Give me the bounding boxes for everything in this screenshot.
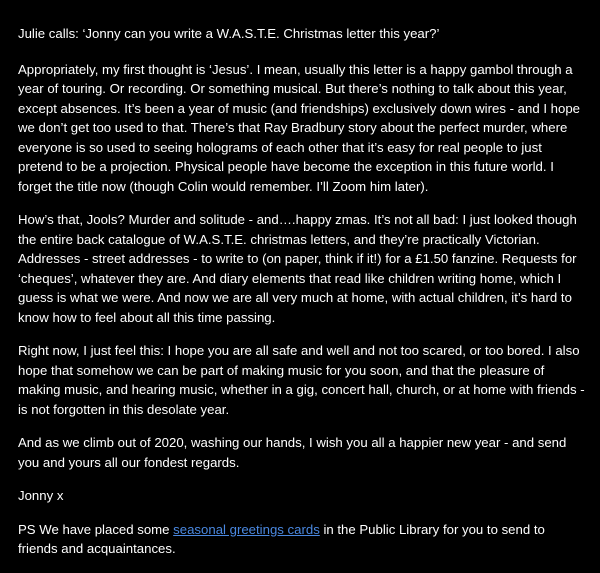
postscript-text-after: in the Public Library for you to send to friends and acquaintances. bbox=[18, 521, 545, 556]
seasonal-greetings-cards-link[interactable]: seasonal greetings cards bbox=[173, 521, 320, 537]
letter-postscript bbox=[18, 520, 586, 559]
letter-signoff: Jonny x bbox=[18, 488, 64, 503]
letter-paragraph-4: And as we climb out of 2020, washing our hands, I wish you all a happier new year - and send you and yours all our fondest regards. bbox=[18, 435, 567, 470]
christmas-letter bbox=[18, 24, 586, 573]
postscript-text-before: PS We have placed some bbox=[18, 521, 174, 537]
letter-paragraph-1: Appropriately, my first thought is ‘Jesus’. I mean, usually this letter is a happy gambol through a year of touring. Or recording. Or something musical. But there’s nothing to talk about this year, except absences. It’s been a year of music (and friendships) exclusively down wires - and I hope we don’t get too used to that. There’s that Ray Bradbury story about the perfect murder, where everyone is so used to seeing holograms of each other that it’s easy for real people to just pretend to be a projection. Physical people have become the exception in this future world. I forget the title now (though Colin would remember. I’ll Zoom him later). bbox=[18, 61, 580, 194]
letter-paragraph-3: Right now, I just feel this: I hope you are all safe and well and not too scared, or too bored. I also hope that somehow we can be part of making music for you soon, and that the pleasure of making music, and hearing music, whether in a gig, concert hall, church, or at home with friends - is not forgotten in this desolate year. bbox=[18, 343, 585, 417]
letter-paragraph-2: How’s that, Jools? Murder and solitude - and….happy zmas. It’s not all bad: I just looked though the entire back catalogue of W.A.S.T.E. christmas letters, and they’re practically Victorian. Addresses - street addresses - to write to (on paper, think if it!) for a £1.50 fanzine. Requests for ‘cheques’, whatever they are. And diary elements that read like children writing home, which I guess is what we were. And now we are all very much at home, with actual children, it’s hard to know how to feel about all this time passing. bbox=[18, 212, 577, 325]
letter-intro: Julie calls: ‘Jonny can you write a W.A.S.T.E. Christmas letter this year?’ bbox=[18, 26, 440, 41]
